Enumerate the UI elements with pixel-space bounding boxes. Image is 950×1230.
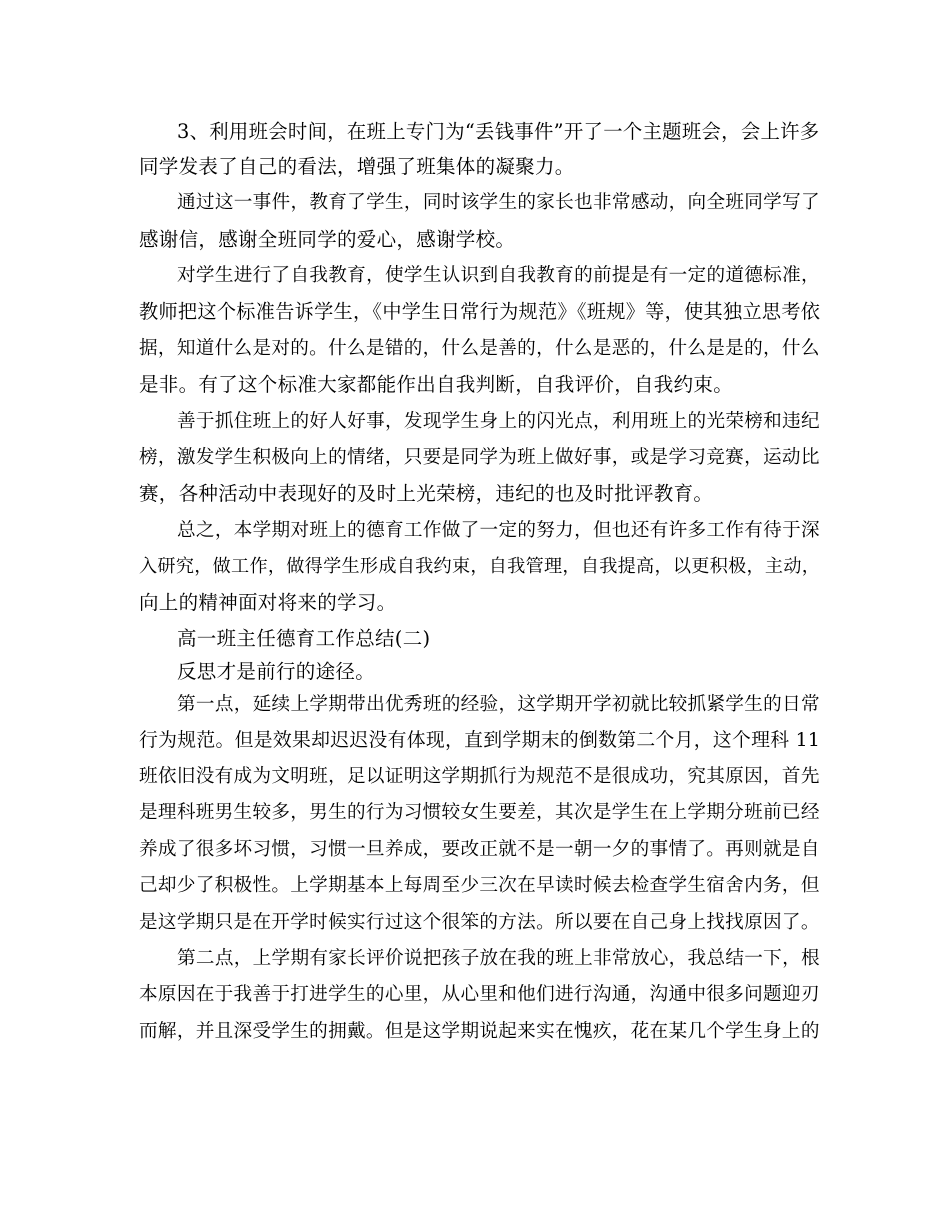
text-line: 同学发表了自己的看法，增强了班集体的凝聚力。	[139, 155, 575, 178]
section-heading: 高一班主任德育工作总结(二)	[177, 627, 431, 650]
text-line: 己却少了积极性。上学期基本上每周至少三次在早读时候去检查学生宿舍内务，但	[139, 875, 820, 896]
text-line: 对学生进行了自我教育，使学生认识到自我教育的前提是有一定的道德标准，	[177, 265, 820, 286]
text-line: 善于抓住班上的好人好事，发现学生身上的闪光点，利用班上的光荣榜和违纪	[177, 411, 820, 432]
text-line: 本原因在于我善于打进学生的心里，从心里和他们进行沟通，沟通中很多问题迎刃	[139, 984, 820, 1005]
text-line: 行为规范。但是效果却迟迟没有体现，直到学期末的倒数第二个月，这个理科 11	[139, 730, 821, 751]
text-line: 教师把这个标准告诉学生，《中学生日常行为规范》《班规》等，使其独立思考依	[139, 300, 821, 323]
text-line: 榜，激发学生积极向上的情绪，只要是同学为班上做好事，或是学习竞赛，运动比	[139, 447, 820, 468]
text-line: 是非。有了这个标准大家都能作出自我判断，自我评价，自我约束。	[139, 373, 734, 396]
text-line: 养成了很多坏习惯，习惯一旦养成，要改正就不是一朝一夕的事情了。再则就是自	[139, 839, 820, 860]
text-line: 反思才是前行的途径。	[177, 660, 376, 683]
text-line: 第二点，上学期有家长评价说把孩子放在我的班上非常放心，我总结一下，根	[177, 948, 820, 969]
text-line: 向上的精神面对将来的学习。	[139, 591, 397, 614]
text-line: 感谢信，感谢全班同学的爱心，感谢学校。	[139, 228, 516, 251]
text-line: 赛，各种活动中表现好的及时上光荣榜，违纪的也及时批评教育。	[139, 482, 714, 505]
text-line: 总之，本学期对班上的德育工作做了一定的努力，但也还有许多工作有待于深	[177, 520, 820, 541]
text-line: 据，知道什么是对的。什么是错的，什么是善的，什么是恶的，什么是是的，什么	[139, 338, 820, 359]
text-line: 通过这一事件，教育了学生，同时该学生的家长也非常感动，向全班同学写了	[177, 192, 820, 213]
text-line: 是这学期只是在开学时候实行过这个很笨的方法。所以要在自己身上找找原因了。	[139, 912, 820, 933]
text-line: 入研究，做工作，做得学生形成自我约束，自我管理，自我提高，以更积极，主动，	[139, 556, 821, 577]
text-line: 班依旧没有成为文明班，足以证明这学期抓行为规范不是很成功，究其原因，首先	[139, 766, 820, 787]
text-line: 第一点，延续上学期带出优秀班的经验，这学期开学初就比较抓紧学生的日常	[177, 694, 820, 715]
text-line: 而解，并且深受学生的拥戴。但是这学期说起来实在愧疚，花在某几个学生身上的	[139, 1021, 820, 1042]
text-line: 是理科班男生较多，男生的行为习惯较女生要差，其次是学生在上学期分班前已经	[139, 802, 820, 823]
text-line: 3、利用班会时间，在班上专门为“丢钱事件”开了一个主题班会，会上许多	[177, 120, 820, 143]
